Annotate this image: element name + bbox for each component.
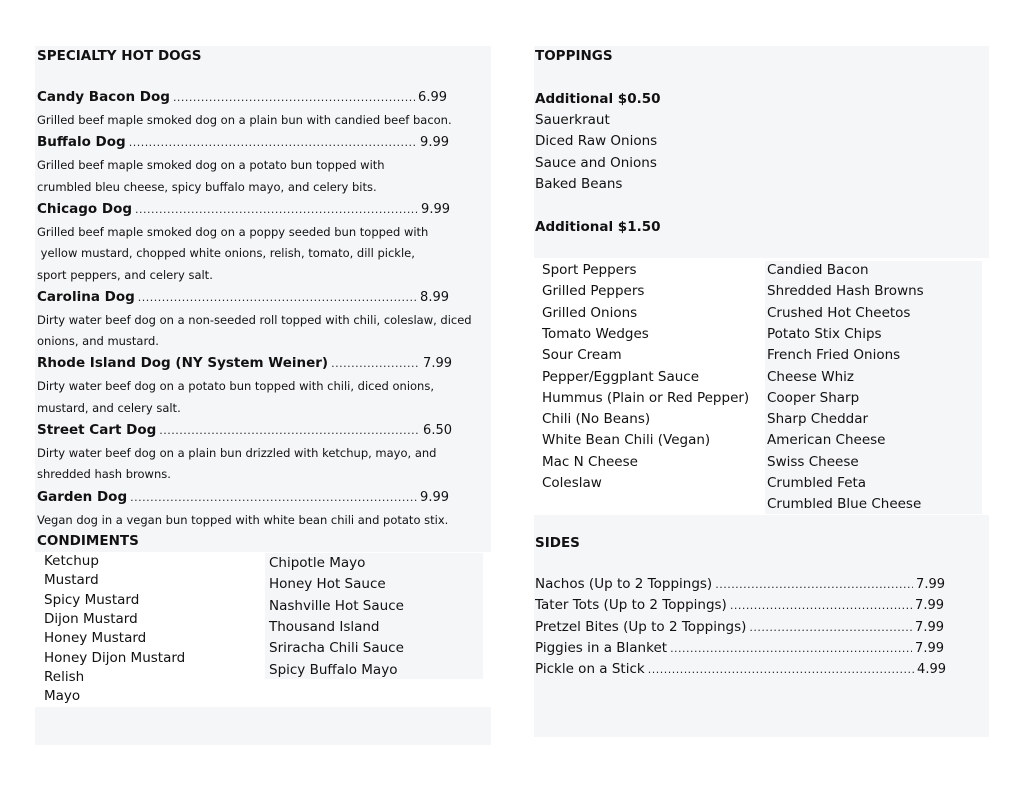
side-item-row xyxy=(535,576,945,592)
dot-leader xyxy=(715,578,913,591)
topping-item: Candied Bacon xyxy=(767,262,869,278)
side-item-row xyxy=(535,640,944,656)
menu-item-description: shredded hash browns. xyxy=(37,467,171,482)
menu-item-description: Dirty water beef dog on a potato bun topped with chili, diced onions, xyxy=(37,379,434,394)
topping-item: Sauce and Onions xyxy=(535,154,657,171)
menu-item-price: 6.99 xyxy=(418,90,447,105)
menu-item-name: Garden Dog xyxy=(37,488,128,505)
dot-leader xyxy=(138,291,417,304)
topping-item: Crushed Hot Cheetos xyxy=(767,304,911,321)
dot-leader xyxy=(173,91,415,104)
side-item-row xyxy=(535,661,946,677)
menu-item-price: 7.99 xyxy=(423,356,452,372)
dot-leader xyxy=(129,136,417,149)
condiment-item: Nashville Hot Sauce xyxy=(269,597,404,614)
condiments-footer-panel xyxy=(35,707,491,745)
menu-item-name: Candy Bacon Dog xyxy=(37,89,170,105)
topping-item: Sport Peppers xyxy=(542,262,637,278)
topping-item: Mac N Cheese xyxy=(542,453,638,470)
topping-item: French Fried Onions xyxy=(767,347,901,364)
topping-item: Pepper/Eggplant Sauce xyxy=(542,368,700,385)
menu-item-description: Vegan dog in a vegan bun topped with white bean chili and potato stix. xyxy=(37,512,449,527)
topping-item: Crumbled Blue Cheese xyxy=(767,496,922,513)
condiment-item: Mustard xyxy=(44,572,99,589)
side-item-name: Piggies in a Blanket xyxy=(535,639,668,656)
menu-item-description: onions, and mustard. xyxy=(37,334,159,349)
side-item-name: Pretzel Bites (Up to 2 Toppings) xyxy=(535,618,747,635)
condiment-item: Honey Dijon Mustard xyxy=(44,649,186,666)
menu-item-description: yellow mustard, chopped white onions, relish, tomato, dill pickle, xyxy=(37,246,415,261)
menu-item-name: Chicago Dog xyxy=(37,200,133,217)
topping-item: Baked Beans xyxy=(535,175,623,192)
side-item-price: 7.99 xyxy=(915,619,944,635)
dot-leader xyxy=(648,663,914,676)
topping-item: Coleslaw xyxy=(542,475,602,491)
menu-item-description: Dirty water beef dog on a non-seeded roll topped with chili, coleslaw, diced xyxy=(37,312,472,327)
topping-item: Chili (No Beans) xyxy=(542,411,651,428)
topping-item: Hummus (Plain or Red Pepper) xyxy=(542,389,750,406)
condiment-item: Mayo xyxy=(44,688,81,705)
menu-item-name: Street Cart Dog xyxy=(37,422,157,438)
topping-item: Cheese Whiz xyxy=(767,368,854,385)
side-item-row xyxy=(535,597,944,613)
menu-item-row xyxy=(37,89,447,105)
specialty-heading: SPECIALTY HOT DOGS xyxy=(37,48,202,64)
topping-item: Swiss Cheese xyxy=(767,453,859,470)
condiment-item: Thousand Island xyxy=(269,618,380,635)
menu-item-description: Grilled beef maple smoked dog on a potato bun topped with xyxy=(37,158,385,173)
topping-item: Shredded Hash Browns xyxy=(767,283,924,300)
sides-heading: SIDES xyxy=(535,535,580,551)
menu-item-price: 8.99 xyxy=(420,289,449,305)
dot-leader xyxy=(670,642,912,655)
condiment-item: Spicy Buffalo Mayo xyxy=(269,661,398,678)
side-item-price: 7.99 xyxy=(915,598,944,614)
side-item-price: 7.99 xyxy=(915,640,944,656)
menu-item-description: Dirty water beef dog on a plain bun drizzled with ketchup, mayo, and xyxy=(37,446,437,460)
topping-item: Diced Raw Onions xyxy=(535,133,658,150)
menu-item-price: 9.99 xyxy=(420,489,449,505)
topping-item: Sour Cream xyxy=(542,347,622,364)
menu-item-price: 9.99 xyxy=(420,135,449,151)
condiment-item: Honey Mustard xyxy=(44,630,147,647)
condiment-item: Spicy Mustard xyxy=(44,591,140,608)
menu-item-description: mustard, and celery salt. xyxy=(37,400,181,415)
toppings-tier1-label: Additional $0.50 xyxy=(535,91,661,107)
menu-item-name: Carolina Dog xyxy=(37,288,135,305)
topping-item: Sauerkraut xyxy=(535,112,610,128)
condiment-item: Relish xyxy=(44,668,85,685)
topping-item: Sharp Cheddar xyxy=(767,411,869,428)
topping-item: Potato Stix Chips xyxy=(767,325,882,342)
condiment-item: Ketchup xyxy=(44,553,99,569)
topping-item: White Bean Chili (Vegan) xyxy=(542,432,711,449)
condiment-item: Honey Hot Sauce xyxy=(269,576,386,593)
side-item-row xyxy=(535,619,944,635)
dot-leader xyxy=(749,621,912,634)
topping-item: Grilled Onions xyxy=(542,304,638,321)
condiments-col2-panel xyxy=(265,553,483,679)
menu-item-name: Rhode Island Dog (NY System Weiner) xyxy=(37,355,329,372)
topping-item: Crumbled Feta xyxy=(767,475,867,491)
condiment-item: Sriracha Chili Sauce xyxy=(269,640,404,657)
menu-item-description: sport peppers, and celery salt. xyxy=(37,267,213,282)
dot-leader xyxy=(730,599,912,612)
topping-item: Tomato Wedges xyxy=(542,325,649,342)
topping-item: Cooper Sharp xyxy=(767,389,860,406)
menu-item-row xyxy=(37,489,449,505)
topping-item: Grilled Peppers xyxy=(542,283,645,300)
condiments-heading: CONDIMENTS xyxy=(37,533,139,549)
side-item-price: 4.99 xyxy=(917,662,946,678)
menu-item-description: crumbled bleu cheese, spicy buffalo mayo, and celery bits. xyxy=(37,179,377,194)
menu-item-description: Grilled beef maple smoked dog on a plain bun with candied beef bacon. xyxy=(37,113,452,127)
condiment-item: Chipotle Mayo xyxy=(269,555,366,571)
menu-item-name: Buffalo Dog xyxy=(37,134,126,151)
menu-item-row xyxy=(37,201,450,217)
menu-item-description: Grilled beef maple smoked dog on a poppy seeded bun topped with xyxy=(37,224,429,239)
topping-item: American Cheese xyxy=(767,432,886,449)
dot-leader xyxy=(159,424,420,437)
side-item-price: 7.99 xyxy=(916,577,945,592)
toppings-tier2-label: Additional $1.50 xyxy=(535,219,661,235)
menu-item-price: 6.50 xyxy=(423,423,452,438)
side-item-name: Nachos (Up to 2 Toppings) xyxy=(535,576,713,592)
menu-item-row xyxy=(37,355,452,371)
condiment-item: Dijon Mustard xyxy=(44,610,138,627)
dot-leader xyxy=(331,357,420,370)
menu-item-row xyxy=(37,422,452,438)
side-item-name: Tater Tots (Up to 2 Toppings) xyxy=(535,597,727,614)
menu-item-row xyxy=(37,134,449,150)
side-item-name: Pickle on a Stick xyxy=(535,661,645,678)
menu-item-row xyxy=(37,289,449,305)
dot-leader xyxy=(130,491,417,504)
menu-item-price: 9.99 xyxy=(421,201,450,217)
dot-leader xyxy=(135,203,418,216)
toppings-heading: TOPPINGS xyxy=(535,48,613,64)
